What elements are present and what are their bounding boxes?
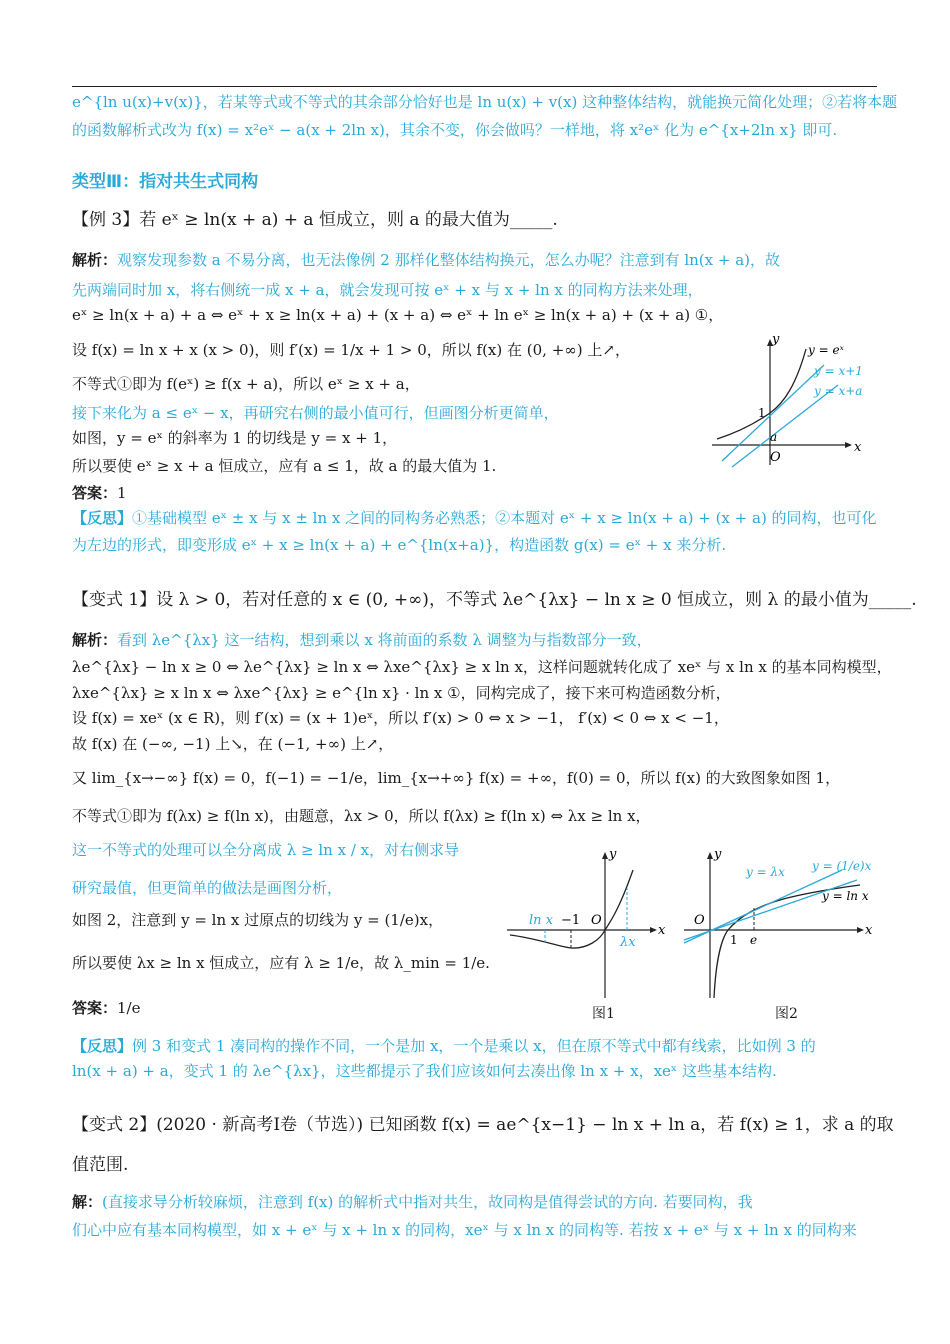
one-label: 1 bbox=[758, 406, 766, 420]
example3-step-5: 如图，y = eˣ 的斜率为 1 的切线是 y = x + 1， bbox=[72, 429, 398, 447]
variant2-line-2: 们心中应有基本同构模型，如 x + eˣ 与 x + ln x 的同构，xeˣ 与 x ln x 的同构等. 若按 x + eˣ 与 x + ln x 的同构来 bbox=[72, 1221, 857, 1239]
intro-line-2: 的函数解析式改为 f(x) = x²eˣ − a(x + 2ln x)，其余不变，你会做吗？一样地，将 x²eˣ 化为 e^{x+2ln x} 即可. bbox=[72, 121, 838, 139]
variant1-line-6: 又 lim_{x→−∞} f(x) = 0，f(−1) = −1/e，lim_{x→+∞} f(x) = +∞，f(0) = 0，所以 f(x) 的大致图象如图 1， bbox=[72, 769, 841, 787]
tangent-line bbox=[722, 365, 824, 461]
variant1-reflection-1 bbox=[72, 1036, 816, 1056]
origin-label: O bbox=[591, 913, 602, 928]
lnx-label: y = ln x bbox=[822, 889, 869, 903]
variant1-line-10: 如图 2，注意到 y = ln x 过原点的切线为 y = (1/e)x， bbox=[72, 911, 444, 929]
variant1-line-9: 研究最值，但更简单的做法是画图分析， bbox=[72, 879, 343, 897]
example3-step-1: eˣ ≥ ln(x + a) + a ⇔ eˣ + x ≥ ln(x + a) + (x + a) ⇔ eˣ + ln eˣ ≥ ln(x + a) + (x + a) ①， bbox=[72, 306, 724, 324]
x-label: x bbox=[658, 923, 666, 938]
origin-label: O bbox=[770, 450, 781, 465]
variant2-line-1 bbox=[72, 1192, 753, 1212]
lambda-x-label: λx bbox=[620, 935, 636, 950]
figure-1-caption: 图1 bbox=[592, 1006, 615, 1022]
example3-step-4: 接下来化为 a ≤ eˣ − x，再研究右侧的最小值可行，但画图分析更简单， bbox=[72, 404, 559, 422]
variant1-line-11: 所以要使 λx ≥ ln x 恒成立，应有 λ ≥ 1/e，故 λ_min = 1/e. bbox=[72, 954, 490, 972]
origin-label: O bbox=[694, 913, 705, 928]
variant1-line-3: λxe^{λx} ≥ x ln x ⇔ λxe^{λx} ≥ e^{ln x} · ln x ①，同构完成了，接下来可构造函数分析， bbox=[72, 684, 731, 702]
reflection-text: ①基础模型 eˣ ± x 与 x ± ln x 之间的同构务必熟悉；②本题对 eˣ + x ≥ ln(x + a) + (x + a) 的同构，也可化 bbox=[132, 509, 877, 527]
analysis-text: 看到 λe^{λx} 这一结构，想到乘以 x 将前面的系数 λ 调整为与指数部分一致， bbox=[117, 631, 652, 649]
example3-answer bbox=[72, 483, 127, 503]
variant1-question: 【变式 1】设 λ > 0，若对任意的 x ∈ (0, +∞)，不等式 λe^{λx} − ln x ≥ 0 恒成立，则 λ 的最小值为_____. bbox=[72, 590, 917, 610]
y-arrow bbox=[707, 852, 713, 859]
variant2-question-1: 【变式 2】(2020 · 新高考Ⅰ卷（节选）) 已知函数 f(x) = ae^{x−1} − ln x + ln a，若 f(x) ≥ 1，求 a 的取 bbox=[72, 1115, 894, 1135]
variant1-line-7: 不等式①即为 f(λx) ≥ f(ln x)，由题意，λx > 0，所以 f(λx) ≥ f(ln x) ⇔ λx ≥ ln x， bbox=[72, 807, 651, 825]
shift-label: y = x+a bbox=[814, 384, 863, 398]
variant1-line-8: 这一不等式的处理可以全分离成 λ ≥ ln x / x，对右侧求导 bbox=[72, 841, 460, 859]
x-arrow bbox=[650, 927, 657, 933]
tangent-label: y = x+1 bbox=[814, 364, 863, 378]
answer-label: 答案： bbox=[72, 999, 118, 1017]
variant1-line-4: 设 f(x) = xeˣ (x ∈ R)，则 f′(x) = (x + 1)eˣ，所以 f′(x) > 0 ⇔ x > −1， f′(x) < 0 ⇔ x < −1， bbox=[72, 709, 729, 727]
lambda-line-label: y = λx bbox=[746, 865, 785, 879]
variant1-figure-1 bbox=[505, 848, 675, 1008]
example3-question: 【例 3】若 eˣ ≥ ln(x + a) + a 恒成立，则 a 的最大值为_____. bbox=[72, 210, 558, 230]
analysis-text: 观察发现参数 a 不易分离，也无法像例 2 那样化整体结构换元，怎么办呢？注意到有 ln(x + a)，故 bbox=[117, 251, 781, 269]
reflection-label: 【反思】 bbox=[72, 1037, 133, 1055]
example3-reflection-1 bbox=[72, 508, 877, 528]
answer-label: 答案： bbox=[72, 484, 118, 502]
variant1-line-2: λe^{λx} − ln x ≥ 0 ⇔ λe^{λx} ≥ ln x ⇔ λxe^{λx} ≥ x ln x，这样问题就转化成了 xeˣ 与 x ln x 的基本同构模型， bbox=[72, 658, 892, 676]
header-rule bbox=[72, 86, 877, 87]
variant1-line-5: 故 f(x) 在 (−∞, −1) 上↘，在 (−1, +∞) 上↗， bbox=[72, 735, 394, 753]
figure-2-caption: 图2 bbox=[775, 1006, 798, 1022]
answer-value: 1/e bbox=[117, 999, 141, 1017]
variant2-question-2: 值范围. bbox=[72, 1155, 129, 1175]
example3-graph bbox=[712, 332, 882, 475]
analysis-label: 解析： bbox=[72, 631, 118, 649]
intro-line-1: e^{ln u(x)+v(x)}，若某等式或不等式的其余部分恰好也是 ln u(x) + v(x) 这种整体结构，就能换元简化处理；②若将本题 bbox=[72, 93, 898, 111]
answer-value: 1 bbox=[117, 484, 127, 502]
a-label: a bbox=[770, 430, 778, 444]
tangent-label: y = (1/e)x bbox=[812, 859, 872, 873]
one-label: 1 bbox=[730, 933, 738, 947]
variant1-reflection-2: ln(x + a) + a，变式 1 的 λe^{λx}，这些都提示了我们应该如何去凑出像 ln x + x，xeˣ 这些基本结构. bbox=[72, 1062, 777, 1080]
section-title: 类型Ⅲ：指对共生式同构 bbox=[72, 172, 259, 192]
variant1-answer bbox=[72, 998, 141, 1018]
y-label: y bbox=[714, 847, 722, 862]
solution-text: (直接求导分析较麻烦，注意到 f(x) 的解析式中指对共生，故同构是值得尝试的方向. 若要同构，我 bbox=[102, 1193, 753, 1211]
example3-reflection-2: 为左边的形式，即变形成 eˣ + x ≥ ln(x + a) + e^{ln(x+a)}，构造函数 g(x) = eˣ + x 来分析. bbox=[72, 536, 727, 554]
curve-label: y = eˣ bbox=[808, 343, 844, 357]
example3-step-2: 设 f(x) = ln x + x (x > 0)，则 f′(x) = 1/x + 1 > 0，所以 f(x) 在 (0, +∞) 上↗， bbox=[72, 341, 630, 359]
variant1-line-1 bbox=[72, 630, 652, 650]
x-label: x bbox=[854, 440, 862, 455]
lnx-label: ln x bbox=[529, 913, 553, 928]
reflection-text: 例 3 和变式 1 凑同构的操作不同，一个是加 x，一个是乘以 x，但在原不等式中都有线索，比如例 3 的 bbox=[132, 1037, 816, 1055]
y-arrow bbox=[602, 852, 608, 859]
x-arrow bbox=[857, 927, 864, 933]
y-label: y bbox=[772, 332, 780, 347]
variant1-figure-2 bbox=[682, 848, 877, 1008]
example3-analysis-1 bbox=[72, 250, 780, 270]
x-arrow bbox=[845, 442, 852, 448]
solution-label: 解： bbox=[72, 1193, 103, 1211]
example3-analysis-2: 先两端同时加 x，将右侧统一成 x + a，就会发现可按 eˣ + x 与 x + ln x 的同构方法来处理， bbox=[72, 281, 703, 299]
analysis-label: 解析： bbox=[72, 251, 118, 269]
reflection-label: 【反思】 bbox=[72, 509, 133, 527]
example3-step-3: 不等式①即为 f(eˣ) ≥ f(x + a)，所以 eˣ ≥ x + a， bbox=[72, 375, 420, 393]
minus-one-label: −1 bbox=[561, 913, 581, 928]
x-label: x bbox=[865, 923, 873, 938]
example3-step-6: 所以要使 eˣ ≥ x + a 恒成立，应有 a ≤ 1，故 a 的最大值为 1. bbox=[72, 457, 497, 475]
y-label: y bbox=[609, 847, 617, 862]
e-label: e bbox=[750, 933, 758, 947]
